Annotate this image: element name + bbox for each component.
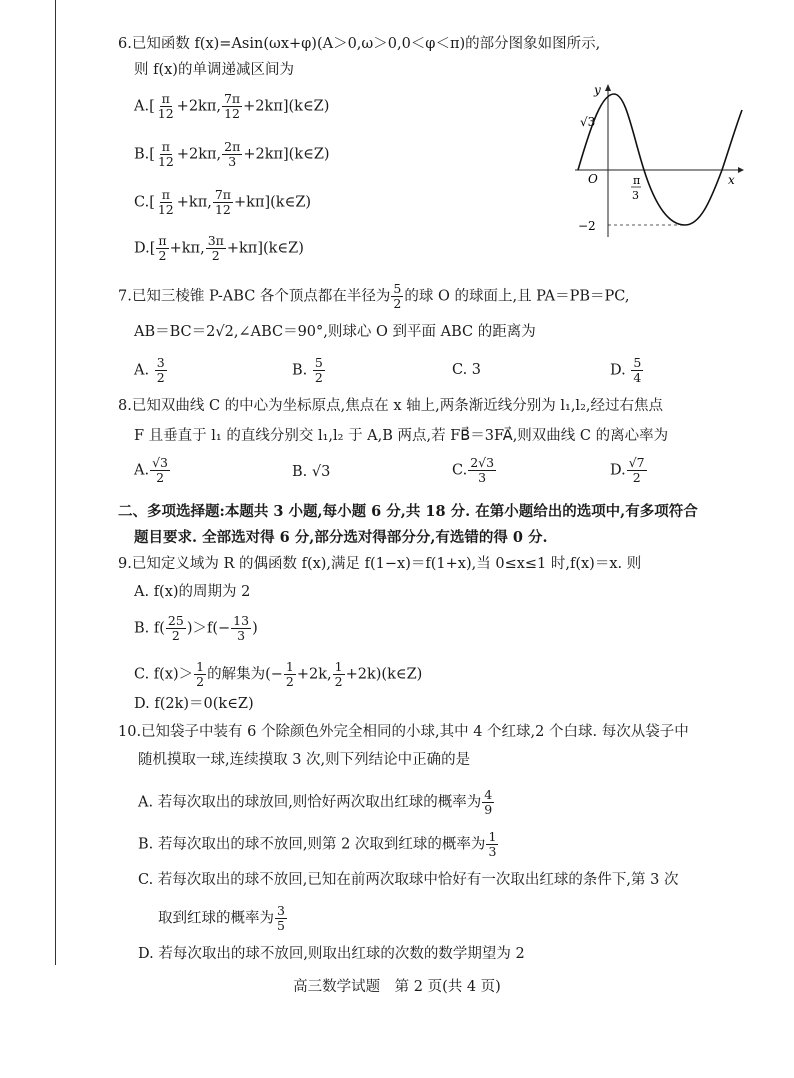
sine-graph-figure [570, 82, 745, 242]
q6-option-d[interactable]: D.[ $\frac{\pi}{2}$ +kπ, $\frac{3\pi}{2}$ +kπ](k∈Z) [134, 233, 304, 263]
q6-stem-line1: 6.已知函数 f(x)=Asin(ωx+φ)(A＞0,ω＞0,0＜φ＜π)的部分图象如图所示, [118, 36, 601, 52]
q9-stem: 9.已知定义域为 R 的偶函数 f(x),满足 f(1−x)＝f(1+x),当 0≤x≤1 时,f(x)＝x. 则 [118, 556, 642, 572]
q8-option-a[interactable]: A. $\frac{√3}{2}$ [134, 455, 169, 485]
q9-option-b[interactable]: B. f( $\frac{25}{2}$ )＞f(− $\frac{13}{3}$ ) [134, 613, 258, 643]
q9-option-d[interactable]: D. f(2k)＝0(k∈Z) [134, 696, 254, 712]
origin-label: O [588, 172, 598, 186]
q9-option-c[interactable]: C. f(x)＞ $\frac{1}{2}$ 的解集为(− $\frac{1}{2}$ +2k, $\frac{1}{2}$ +2k)(k∈Z) [134, 659, 423, 689]
q6-option-b[interactable]: B.[ $\frac{\pi}{12}$ +2kπ, $\frac{2\pi}{3}$ +2kπ](k∈Z) [134, 139, 330, 169]
q10-option-b[interactable]: B. 若每次取出的球不放回,则第 2 次取到红球的概率为 $\frac{1}{3}$ [138, 829, 497, 859]
binding-margin-line [55, 0, 56, 965]
q8-stem-line2: F 且垂直于 l₁ 的直线分别交 l₁,l₂ 于 A,B 两点,若 FB⃗＝3FA⃗,则双曲线 C 的离心率为 [134, 428, 669, 444]
y-tick-sqrt3: √3 [580, 115, 596, 129]
section2-instructions-line1: 二、多项选择题:本题共 3 小题,每小题 6 分,共 18 分. 在第小题给出的选项中,有多项符合 [118, 503, 698, 520]
q10-stem-line1: 10.已知袋子中装有 6 个除颜色外完全相同的小球,其中 4 个红球,2 个白球. 每次从袋子中 [118, 724, 689, 740]
q10-option-c-line1[interactable]: C. 若每次取出的球不放回,已知在前两次取球中恰好有一次取出红球的条件下,第 3 次 [138, 872, 679, 888]
x-tick-numerator: π [633, 174, 641, 187]
q7-option-b[interactable]: B. $\frac{5}{2}$ [292, 355, 323, 385]
q7-stem-line1: 7.已知三棱锥 P-ABC 各个顶点都在半径为 $\frac{5}{2}$ 的球 O 的球面上,且 PA＝PB＝PC, [118, 281, 630, 311]
q6-stem-line2: 则 f(x)的单调递减区间为 [134, 62, 294, 78]
q8-option-c[interactable]: C. $\frac{2√3}{3}$ [452, 455, 495, 485]
q8-stem-line1: 8.已知双曲线 C 的中心为坐标原点,焦点在 x 轴上,两条渐近线分别为 l₁,l₂,经过右焦点 [118, 398, 663, 414]
x-axis-arrow-icon [738, 167, 744, 173]
q7-option-a[interactable]: A. $\frac{3}{2}$ [134, 355, 165, 385]
q8-option-b[interactable]: B. √3 [292, 464, 331, 480]
page-footer: 高三数学试题 第 2 页(共 4 页) [293, 979, 501, 995]
q7-option-d[interactable]: D. $\frac{5}{4}$ [610, 355, 642, 385]
q10-option-d[interactable]: D. 若每次取出的球不放回,则取出红球的次数的数学期望为 2 [138, 946, 525, 962]
q10-option-c-line2[interactable]: 取到红球的概率为 $\frac{3}{5}$ [158, 903, 285, 933]
q10-stem-line2: 随机摸取一球,连续摸取 3 次,则下列结论中正确的是 [138, 752, 471, 768]
q7-stem-line2: AB＝BC＝2√2,∠ABC＝90°,则球心 O 到平面 ABC 的距离为 [134, 324, 536, 340]
x-tick-denominator: 3 [632, 189, 639, 202]
x-axis-label: x [728, 173, 735, 187]
q8-option-d[interactable]: D. $\frac{√7}{2}$ [610, 455, 645, 485]
q6-option-c[interactable]: C.[ $\frac{\pi}{12}$ +kπ, $\frac{7\pi}{12}$ +kπ](k∈Z) [134, 187, 312, 217]
sine-curve [578, 94, 742, 225]
y-axis-label: y [594, 83, 601, 97]
q9-option-a[interactable]: A. f(x)的周期为 2 [134, 584, 251, 600]
q10-option-a[interactable]: A. 若每次取出的球放回,则恰好两次取出红球的概率为 $\frac{4}{9}$ [138, 787, 493, 817]
section2-instructions-line2: 题目要求. 全部选对得 6 分,部分选对得部分分,有选错的得 0 分. [134, 529, 548, 546]
y-tick-neg2: −2 [578, 219, 596, 233]
q6-option-a[interactable]: A.[ $\frac{\pi}{12}$ +2kπ, $\frac{7\pi}{12}$ +2kπ](k∈Z) [134, 91, 330, 121]
q7-option-c[interactable]: C. 3 [452, 362, 482, 378]
y-axis-arrow-icon [605, 84, 611, 91]
